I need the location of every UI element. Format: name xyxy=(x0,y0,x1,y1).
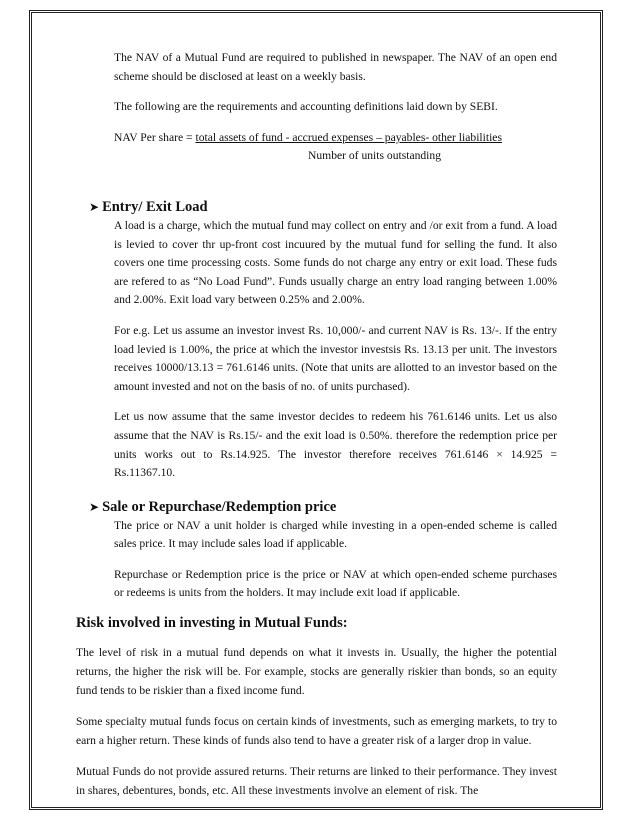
sale-repurchase-heading xyxy=(89,497,600,517)
document-content xyxy=(32,13,600,800)
entry-exit-paragraph-2: For e.g. Let us assume an investor invest Rs. 10,000/- and current NAV is Rs. 13/-. If the entry load levied is 1.00%, the price at which the investor investsis Rs. 13.13 per unit. The investors receives 10000/13.13 = 761.6146 units. (Note that units are allotted to an investor based on the amount invested and not on the basis of no. of units purchased). xyxy=(114,323,557,393)
entry-exit-paragraph-3: Let us now assume that the same investor decides to redeem his 761.6146 units. Let us also assume that the NAV is Rs.15/- and the exit load is 0.50%. therefore the redemption price per units works out to Rs.14.925. The investor therefore receives 761.6146 × 14.925 = Rs.11367.10. xyxy=(114,410,557,480)
sale-repurchase-paragraph-2: Repurchase or Redemption price is the price or NAV at which open-ended scheme purchases or redeems is units from the holders. It may include exit load if applicable. xyxy=(114,567,557,600)
formula-denominator: Number of units outstanding xyxy=(308,149,441,163)
entry-exit-heading-text: Entry/ Exit Load xyxy=(102,198,208,215)
nav-paragraph-2: The following are the requirements and accounting definitions laid down by SEBI. xyxy=(114,100,498,114)
sale-repurchase-heading-text: Sale or Repurchase/Redemption price xyxy=(102,498,337,515)
entry-exit-heading xyxy=(89,197,600,217)
nav-formula xyxy=(114,129,557,148)
formula-numerator: total assets of fund - accrued expenses – payables- other liabilities xyxy=(195,130,502,144)
risk-heading: Risk involved in investing in Mutual Funds: xyxy=(76,615,348,632)
arrowhead-bullet-icon: ➤ xyxy=(89,499,100,514)
arrowhead-bullet-icon: ➤ xyxy=(89,199,100,214)
risk-paragraph-1: The level of risk in a mutual fund depends on what it invests in. Usually, the higher the potential returns, the higher the risk will be. For example, stocks are generally riskier than bonds, so an equity fund tends to be riskier than a fixed income fund. xyxy=(76,646,557,698)
document-page xyxy=(29,10,603,810)
entry-exit-paragraph-1: A load is a charge, which the mutual fund may collect on entry and /or exit from a fund. A load is levied to cover thr up-front cost incuured by the mutual fund for selling the fund. It also covers one time processing costs. Some funds do not charge any entry or exit load. These fuds are refered to as “No Load Fund”. Funds usually charge an entry load ranging between 1.00% and 2.00%. Exit load vary between 0.25% and 2.00%. xyxy=(114,218,557,307)
risk-paragraph-2: Some specialty mutual funds focus on certain kinds of investments, such as emerging markets, to try to earn a higher return. These kinds of funds also tend to have a greater risk of a larger drop in value. xyxy=(76,715,557,748)
nav-paragraph-1: The NAV of a Mutual Fund are required to published in newspaper. The NAV of an open end scheme should be disclosed at least on a weekly basis. xyxy=(114,51,557,83)
formula-label: NAV Per share = xyxy=(114,130,196,144)
risk-paragraph-3: Mutual Funds do not provide assured returns. Their returns are linked to their performance. They invest in shares, debentures, bonds, etc. All these investments involve an element of risk. The xyxy=(76,765,557,798)
sale-repurchase-paragraph-1: The price or NAV a unit holder is charged while investing in a open-ended scheme is called sales price. It may include sales load if applicable. xyxy=(114,518,557,551)
